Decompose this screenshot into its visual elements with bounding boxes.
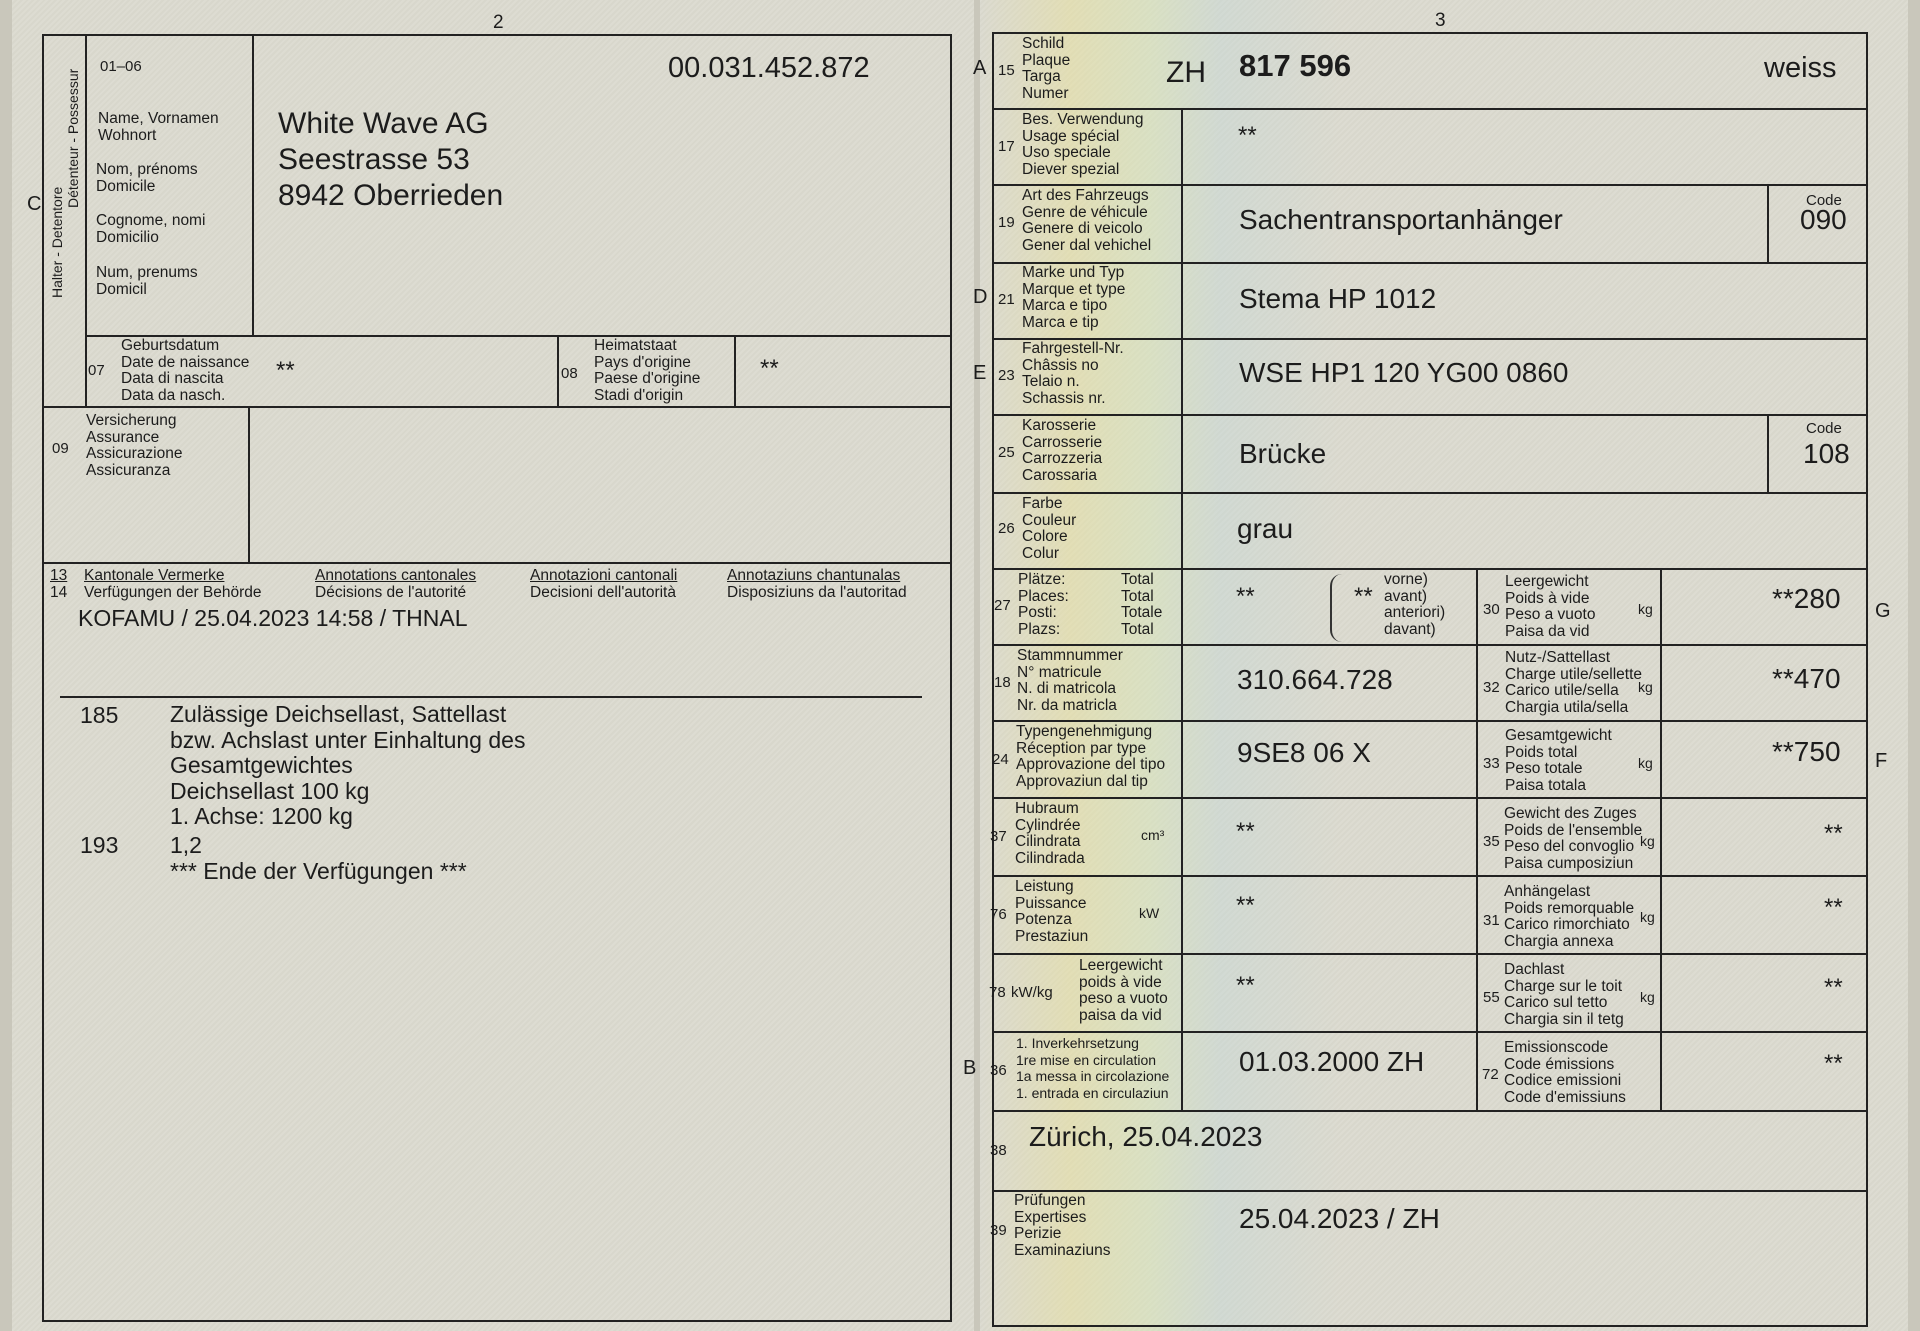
f35-number: 35 — [1483, 833, 1500, 850]
issue-place-date: Zürich, 25.04.2023 — [1029, 1121, 1263, 1152]
name-label-it: Cognome, nomi Domicilio — [96, 212, 206, 246]
color-value: grau — [1237, 513, 1294, 544]
divider — [1476, 568, 1478, 1110]
displacement-label: Hubraum Cylindrée Cilindrata Cilindrada — [1015, 800, 1085, 867]
holder-vertical-label-2: Détenteur - Possessur — [65, 68, 81, 208]
f18-number: 18 — [994, 674, 1011, 691]
name-label-fr: Nom, prénoms Domicile — [96, 161, 198, 195]
roof-load-unit: kg — [1640, 989, 1655, 1005]
first-registration-label: 1. Inverkehrsetzung 1re mise en circulation 1a messa in circolazione 1. entrada en circulaziun — [1016, 1035, 1170, 1101]
side-letter-b: B — [963, 1057, 977, 1079]
displacement-unit: cm³ — [1141, 827, 1165, 843]
divider — [248, 406, 250, 563]
name-label-rm: Num, prenums Domicil — [96, 264, 198, 298]
divider — [85, 34, 87, 407]
special-use-value: ** — [1238, 122, 1257, 149]
divider — [1767, 414, 1769, 492]
seats-total-value: ** — [1236, 583, 1255, 610]
f36-number: 36 — [990, 1062, 1007, 1079]
emission-code-value: ** — [1824, 1050, 1843, 1077]
empty-weight-unit: kg — [1638, 601, 1653, 617]
matricule-label: Stammnummer N° matricule N. di matricola Nr. da matricla — [1017, 647, 1123, 714]
f26-number: 26 — [998, 520, 1015, 537]
color-label: Farbe Couleur Colore Colur — [1022, 495, 1077, 562]
section-letter-c: C — [27, 193, 42, 215]
plate-number: 817 596 — [1239, 48, 1352, 83]
power-unit: kW — [1139, 905, 1160, 921]
f72-number: 72 — [1482, 1066, 1499, 1083]
f32-number: 32 — [1483, 679, 1500, 696]
page-number-right: 3 — [1435, 10, 1446, 31]
towing-load-unit: kg — [1640, 909, 1655, 925]
f33-number: 33 — [1483, 755, 1500, 772]
f15-number: 15 — [998, 62, 1015, 79]
birthdate-label: Geburtsdatum Date de naissance Data di nascita Data da nasch. — [121, 337, 250, 404]
authority-entry: KOFAMU / 25.04.2023 14:58 / THNAL — [78, 605, 468, 631]
towing-load-value: ** — [1824, 894, 1843, 921]
f37-number: 37 — [990, 828, 1007, 845]
inspection-label: Prüfungen Expertises Perizie Examinaziuns — [1014, 1192, 1111, 1259]
origin-label: Heimatstaat Pays d'origine Paese d'origine Stadi d'origin — [594, 337, 701, 404]
annotations-header-fr: Annotations cantonales Décisions de l'autorité — [315, 567, 477, 601]
field-09-number: 09 — [52, 440, 69, 457]
power-weight-label: Leergewicht poids à vide peso a vuoto paisa da vid — [1079, 957, 1168, 1024]
power-value: ** — [1236, 892, 1255, 919]
train-weight-unit: kg — [1640, 833, 1655, 849]
divider — [42, 406, 952, 408]
vehicle-type-code-label: Code — [1806, 192, 1842, 209]
divider — [992, 953, 1868, 955]
note-185-text: Zulässige Deichsellast, Sattellast bzw. Achslast unter Einhaltung des Gesamtgewichtes Deichsellast 100 kg 1. Achse: 1200 kg — [170, 701, 526, 830]
insurance-label: Versicherung Assurance Assicurazione Assicuranza — [86, 412, 183, 479]
vehicle-type-value: Sachentransportanhänger — [1239, 204, 1563, 235]
divider — [252, 34, 254, 336]
annotations-header-it: Annotazioni cantonali Decisioni dell'autorità — [530, 567, 678, 601]
divider — [992, 644, 1868, 646]
emission-code-label: Emissionscode Code émissions Codice emissioni Code d'emissiuns — [1504, 1039, 1626, 1106]
divider — [992, 1110, 1868, 1112]
right-page — [963, 0, 1908, 1331]
divider — [734, 335, 736, 407]
divider — [992, 108, 1868, 110]
f23-number: 23 — [998, 367, 1015, 384]
seats-brace — [1330, 574, 1342, 642]
type-approval-label: Typengenehmigung Réception par type Approvazione del tipo Approvaziun dal tip — [1016, 723, 1166, 790]
total-weight-label: Gesamtgewicht Poids total Peso totale Paisa totala — [1505, 727, 1612, 794]
divider — [992, 568, 1868, 570]
side-letter-f: F — [1875, 750, 1888, 772]
page-number-left: 2 — [493, 12, 504, 33]
f24-number: 24 — [992, 751, 1009, 768]
f55-number: 55 — [1483, 989, 1500, 1006]
chassis-value: WSE HP1 120 YG00 0860 — [1239, 357, 1569, 388]
field-13-14-numbers: 13 14 — [50, 567, 68, 601]
f39-number: 39 — [990, 1222, 1007, 1239]
birthdate-value: ** — [276, 357, 295, 384]
chassis-label: Fahrgestell-Nr. Châssis no Telaio n. Schassis nr. — [1022, 340, 1124, 407]
divider — [1181, 108, 1183, 1110]
divider — [557, 335, 559, 407]
divider — [992, 184, 1868, 186]
f25-number: 25 — [998, 444, 1015, 461]
f78-unit: kW/kg — [1011, 984, 1053, 1001]
empty-weight-value: **280 — [1772, 583, 1841, 614]
side-letter-e: E — [973, 362, 987, 384]
registry-number: 00.031.452.872 — [668, 52, 870, 84]
displacement-value: ** — [1236, 818, 1255, 845]
side-letter-g: G — [1875, 600, 1891, 622]
total-weight-unit: kg — [1638, 755, 1653, 771]
holder-address — [278, 106, 503, 214]
divider — [992, 797, 1868, 799]
divider — [992, 1031, 1868, 1033]
f31-number: 31 — [1483, 912, 1500, 929]
annotations-header-de: Kantonale Vermerke Verfügungen der Behörde — [84, 567, 262, 601]
type-approval-value: 9SE8 06 X — [1237, 737, 1371, 768]
divider — [1660, 568, 1662, 1110]
f76-number: 76 — [990, 906, 1007, 923]
field-07-number: 07 — [88, 362, 105, 379]
note-193-text: 1,2 *** Ende der Verfügungen *** — [170, 832, 467, 884]
f27-number: 27 — [994, 597, 1011, 614]
plate-canton: ZH — [1166, 56, 1206, 89]
train-weight-value: ** — [1824, 820, 1843, 847]
divider — [992, 720, 1868, 722]
total-weight-value: **750 — [1772, 736, 1841, 767]
empty-weight-label: Leergewicht Poids à vide Peso a vuoto Paisa da vid — [1505, 573, 1596, 640]
divider — [1767, 184, 1769, 262]
first-registration-value: 01.03.2000 ZH — [1239, 1046, 1425, 1077]
body-label: Karosserie Carrosserie Carrozzeria Carossaria — [1022, 417, 1103, 484]
seats-front-value: ** — [1354, 583, 1373, 610]
body-code: 108 — [1803, 438, 1850, 469]
side-letter-a: A — [973, 57, 987, 79]
divider — [42, 562, 952, 564]
f30-number: 30 — [1483, 601, 1500, 618]
holder-street: Seestrasse 53 — [278, 143, 470, 176]
payload-label: Nutz-/Sattellast Charge utile/sellette Carico utile/sella Chargia utila/sella — [1505, 649, 1642, 716]
divider — [992, 1190, 1868, 1192]
roof-load-label: Dachlast Charge sur le toit Carico sul tetto Chargia sin il tetg — [1504, 961, 1624, 1028]
f38-number: 38 — [990, 1142, 1007, 1159]
origin-value: ** — [760, 355, 779, 382]
note-193-code: 193 — [80, 832, 119, 858]
holder-vertical-label-1: Halter - Detentore — [49, 186, 65, 298]
body-value: Brücke — [1239, 438, 1327, 469]
divider — [60, 696, 922, 698]
vehicle-type-code: 090 — [1800, 204, 1847, 235]
divider — [992, 492, 1868, 494]
holder-city: 8942 Oberrieden — [278, 179, 504, 212]
payload-value: **470 — [1772, 663, 1841, 694]
name-label: Name, Vornamen Wohnort — [98, 110, 219, 144]
roof-load-value: ** — [1824, 974, 1843, 1001]
power-label: Leistung Puissance Potenza Prestaziun — [1015, 878, 1089, 945]
note-185-code: 185 — [80, 702, 119, 728]
seats-front-label: vorne) avant) anteriori) davant) — [1384, 571, 1446, 638]
seats-label: Plätze: Places: Posti: Plazs: — [1018, 571, 1069, 638]
special-use-label: Bes. Verwendung Usage spécial Uso speciale Diever spezial — [1022, 111, 1144, 178]
divider — [992, 414, 1868, 416]
make-type-label: Marke und Typ Marque et type Marca e tipo Marca e tip — [1022, 264, 1126, 331]
f19-number: 19 — [998, 214, 1015, 231]
power-weight-value: ** — [1236, 972, 1255, 999]
divider — [992, 875, 1868, 877]
f78-number: 78 — [989, 984, 1006, 1001]
payload-unit: kg — [1638, 679, 1653, 695]
field-01-06-number: 01–06 — [100, 58, 142, 75]
body-code-label: Code — [1806, 420, 1842, 437]
plate-label: Schild Plaque Targa Numer — [1022, 35, 1071, 102]
towing-load-label: Anhängelast Poids remorquable Carico rimorchiato Chargia annexa — [1504, 883, 1635, 950]
matricule-value: 310.664.728 — [1237, 664, 1393, 695]
seats-total-label: Total Total Totale Total — [1121, 571, 1163, 638]
plate-color: weiss — [1764, 52, 1837, 84]
make-type-value: Stema HP 1012 — [1239, 283, 1437, 314]
f17-number: 17 — [998, 138, 1015, 155]
holder-name: White Wave AG — [278, 107, 489, 140]
train-weight-label: Gewicht des Zuges Poids de l'ensemble Peso del convoglio Paisa cumposiziun — [1504, 805, 1643, 872]
vehicle-type-label: Art des Fahrzeugs Genre de véhicule Genere di veicolo Gener dal vehichel — [1022, 187, 1152, 254]
annotations-header-rm: Annotaziuns chantunalas Disposiziuns da l'autoritad — [727, 567, 907, 601]
side-letter-d: D — [973, 286, 988, 308]
f21-number: 21 — [998, 291, 1015, 308]
inspection-value: 25.04.2023 / ZH — [1239, 1203, 1440, 1234]
left-page — [12, 0, 977, 1331]
field-08-number: 08 — [561, 365, 578, 382]
